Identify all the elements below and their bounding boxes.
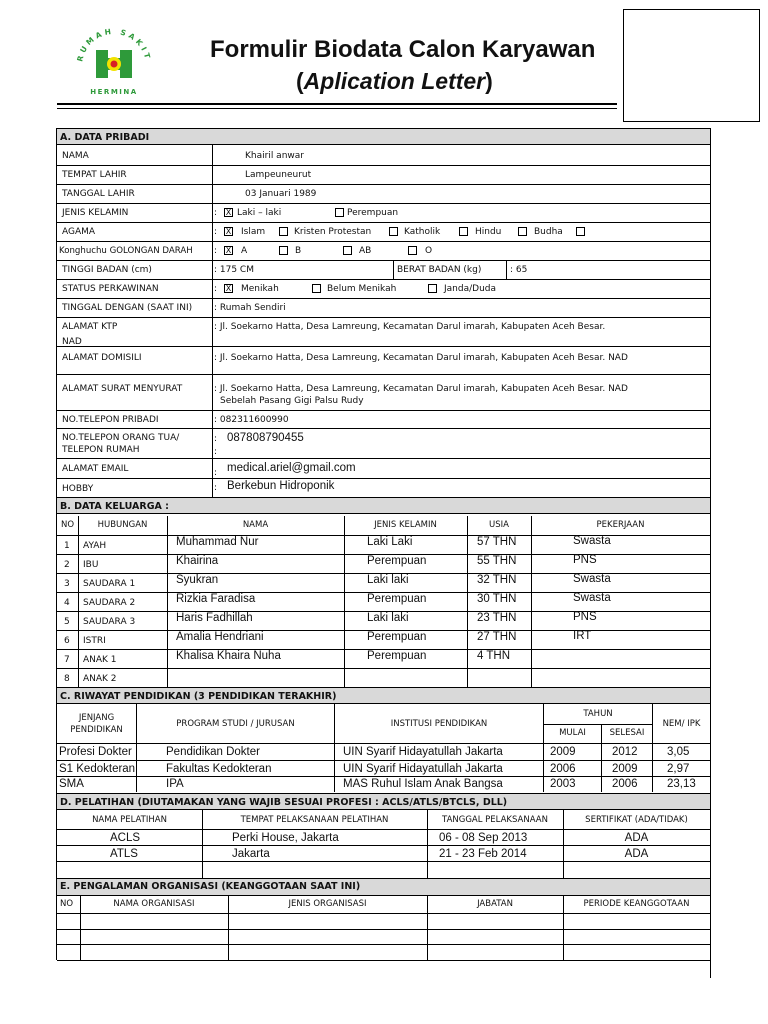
jenis-kelamin-header: JENIS KELAMIN xyxy=(374,520,437,530)
tanggal-lahir-value[interactable]: 03 Januari 1989 xyxy=(245,189,317,199)
email-value[interactable]: medical.ariel@gmail.com xyxy=(227,462,356,474)
colon: : xyxy=(214,208,218,218)
grid-line xyxy=(467,516,468,687)
email-label: ALAMAT EMAIL xyxy=(62,464,129,474)
edu-mulai[interactable]: 2006 xyxy=(550,763,576,775)
tanggal-pelatihan-header: TANGGAL PELAKSANAAN xyxy=(442,815,548,825)
gol-b-checkbox[interactable] xyxy=(279,246,288,255)
katholik-checkbox[interactable] xyxy=(389,227,398,236)
grid-line xyxy=(57,260,710,261)
tinggi-badan-label: TINGGI BADAN (cm) xyxy=(62,265,152,275)
row-usia[interactable]: 4 THN xyxy=(477,650,511,662)
gol-a-checkbox[interactable]: X xyxy=(225,246,232,255)
menikah-checkbox[interactable]: X xyxy=(225,284,232,293)
hindu-checkbox[interactable] xyxy=(459,227,468,236)
telepon-value[interactable]: : 082311600990 xyxy=(214,415,289,425)
edu-nem[interactable]: 23,13 xyxy=(667,778,696,790)
grid-line xyxy=(57,845,710,846)
logo-arc-text: RUMAH SAKIT xyxy=(75,26,153,63)
edu-selesai[interactable]: 2012 xyxy=(612,746,638,758)
row-nama[interactable]: Haris Fadhillah xyxy=(176,612,253,624)
colon: : xyxy=(214,483,218,493)
colon: : xyxy=(214,468,218,478)
grid-line xyxy=(57,410,710,411)
edu-nem[interactable]: 2,97 xyxy=(667,763,690,775)
row-hubungan: ANAK 2 xyxy=(83,674,117,684)
telepon-ortu-label: NO.TELEPON ORANG TUA/ xyxy=(62,433,180,443)
grid-line xyxy=(57,960,710,961)
status-option: Janda/Duda xyxy=(444,284,496,294)
konghuchu-checkbox[interactable] xyxy=(576,227,585,236)
training-nama[interactable]: ATLS xyxy=(110,848,138,860)
hobby-value[interactable]: Berkebun Hidroponik xyxy=(227,480,335,492)
grid-line xyxy=(334,704,335,792)
alamat-ktp-value[interactable]: : Jl. Soekarno Hatta, Desa Lamreung, Kecamatan Darul imarah, Kabupaten Aceh Besar. xyxy=(214,322,606,332)
row-jenis-kelamin[interactable]: Laki Laki xyxy=(367,536,413,548)
row-hubungan: IBU xyxy=(83,560,99,570)
grid-line xyxy=(57,203,710,204)
selesai-header: SELESAI xyxy=(609,728,645,738)
tempat-lahir-label: TEMPAT LAHIR xyxy=(62,170,127,180)
logo-bottom-text: HERMINA xyxy=(90,88,138,96)
photo-box xyxy=(623,9,760,122)
grid-line xyxy=(57,478,710,479)
alamat-ktp-label-cont: NAD xyxy=(62,337,82,347)
kristen-checkbox[interactable] xyxy=(279,227,288,236)
grid-line xyxy=(57,829,710,830)
row-usia[interactable]: 23 THN xyxy=(477,612,517,624)
laki-laki-checkbox[interactable]: X xyxy=(225,208,232,217)
training-tanggal[interactable]: 21 - 23 Feb 2014 xyxy=(439,848,527,860)
islam-checkbox[interactable]: X xyxy=(225,227,232,236)
section-a-heading: A. DATA PRIBADI xyxy=(57,128,710,145)
perempuan-option: Perempuan xyxy=(347,208,399,218)
grid-line xyxy=(543,724,652,725)
gol-option: B xyxy=(295,246,302,256)
row-no: 6 xyxy=(64,636,70,646)
form-right-border xyxy=(710,128,711,978)
no-header: NO xyxy=(60,520,75,530)
gol-ab-checkbox[interactable] xyxy=(343,246,352,255)
nama-value[interactable]: Khairil anwar xyxy=(245,151,304,161)
row-no: 1 xyxy=(64,541,70,551)
section-d-heading: D. PELATIHAN (DIUTAMAKAN YANG WAJIB SESUAI PROFESI : ACLS/ATLS/BTCLS, DLL) xyxy=(57,793,710,810)
alamat-domisili-value[interactable]: : Jl. Soekarno Hatta, Desa Lamreung, Kecamatan Darul imarah, Kabupaten Aceh Besar. NAD xyxy=(214,353,628,363)
tempat-pelatihan-header: TEMPAT PELAKSANAAN PELATIHAN xyxy=(240,815,389,825)
budha-checkbox[interactable] xyxy=(518,227,527,236)
grid-line xyxy=(78,516,79,687)
grid-line xyxy=(57,184,710,185)
colon: : xyxy=(214,434,218,444)
grid-line xyxy=(531,516,532,687)
status-label: STATUS PERKAWINAN xyxy=(62,284,159,294)
training-tanggal[interactable]: 06 - 08 Sep 2013 xyxy=(439,832,528,844)
row-no: 8 xyxy=(64,674,70,684)
row-no: 3 xyxy=(64,579,70,589)
prodi-header: PROGRAM STUDI / JURUSAN xyxy=(176,719,295,729)
edu-nem[interactable]: 3,05 xyxy=(667,746,690,758)
telepon-ortu-value[interactable]: 087808790455 xyxy=(227,432,304,444)
row-jenis-kelamin[interactable]: Laki laki xyxy=(367,612,409,624)
hospital-logo xyxy=(68,22,158,102)
grid-line xyxy=(652,704,653,792)
row-usia[interactable]: 27 THN xyxy=(477,631,517,643)
row-jenis-kelamin[interactable]: Perempuan xyxy=(367,555,427,567)
row-usia[interactable]: 32 THN xyxy=(477,574,517,586)
grid-line xyxy=(57,913,710,914)
grid-line xyxy=(57,944,710,945)
row-usia[interactable]: 57 THN xyxy=(477,536,517,548)
janda-duda-checkbox[interactable] xyxy=(428,284,437,293)
perempuan-checkbox[interactable] xyxy=(335,208,344,217)
row-pekerjaan[interactable]: PNS xyxy=(573,611,597,623)
institusi-header: INSTITUSI PENDIDIKAN xyxy=(390,719,488,729)
grid-line xyxy=(57,428,710,429)
colon: : xyxy=(214,284,218,294)
alamat-surat-value[interactable]: : Jl. Soekarno Hatta, Desa Lamreung, Kecamatan Darul imarah, Kabupaten Aceh Besar. NAD xyxy=(214,384,628,394)
row-pekerjaan[interactable]: PNS xyxy=(573,554,597,566)
nama-label: NAMA xyxy=(62,151,89,161)
edu-prodi[interactable]: Fakultas Kedokteran xyxy=(166,763,272,775)
tinggi-badan-value[interactable]: : 175 CM xyxy=(214,265,254,275)
row-no: 4 xyxy=(64,598,70,608)
grid-line xyxy=(167,516,168,687)
row-nama[interactable]: Amalia Hendriani xyxy=(176,631,264,643)
agama-label: AGAMA xyxy=(62,227,96,237)
row-usia[interactable]: 55 THN xyxy=(477,555,517,567)
laki-laki-option: Laki – laki xyxy=(237,208,282,218)
gol-option: AB xyxy=(359,246,372,256)
nama-pelatihan-header: NAMA PELATIHAN xyxy=(92,815,167,825)
row-pekerjaan[interactable]: Swasta xyxy=(573,573,611,585)
form-subtitle: (Aplication Letter) xyxy=(296,68,493,94)
row-hubungan: SAUDARA 3 xyxy=(83,617,136,627)
row-hubungan: SAUDARA 2 xyxy=(83,598,136,608)
alamat-ktp-label: ALAMAT KTP xyxy=(62,322,118,332)
grid-line xyxy=(57,241,710,242)
grid-line xyxy=(57,668,710,669)
section-c-heading: C. RIWAYAT PENDIDIKAN (3 PENDIDIKAN TERAKHIR) xyxy=(57,687,710,704)
row-nama[interactable]: Khairina xyxy=(176,555,219,567)
grid-line xyxy=(57,895,710,896)
row-jenis-kelamin[interactable]: Perempuan xyxy=(367,631,427,643)
row-nama[interactable]: Syukran xyxy=(176,574,219,586)
usia-header: USIA xyxy=(489,520,509,530)
grid-line xyxy=(506,260,507,279)
gol-option: A xyxy=(241,246,248,256)
row-usia[interactable]: 30 THN xyxy=(477,593,517,605)
edu-mulai[interactable]: 2003 xyxy=(550,778,576,790)
grid-line xyxy=(57,317,710,318)
telepon-rumah-label: TELEPON RUMAH xyxy=(62,445,140,455)
edu-selesai[interactable]: 2009 xyxy=(612,763,638,775)
row-no: 2 xyxy=(64,560,70,570)
grid-line xyxy=(57,861,710,862)
tahun-header: TAHUN xyxy=(583,709,613,719)
grid-line xyxy=(57,743,710,744)
grid-line xyxy=(57,165,710,166)
telepon-label: NO.TELEPON PRIBADI xyxy=(62,415,159,425)
grid-line xyxy=(57,222,710,223)
pekerjaan-header: PEKERJAAN xyxy=(596,520,645,530)
edu-prodi[interactable]: IPA xyxy=(166,778,184,790)
edu-jenjang[interactable]: S1 Kedokteran xyxy=(59,763,136,775)
alamat-domisili-label: ALAMAT DOMISILI xyxy=(62,353,142,363)
colon: : xyxy=(214,447,218,457)
grid-line xyxy=(57,374,710,375)
tempat-lahir-value[interactable]: Lampeuneurut xyxy=(245,170,312,180)
training-sertifikat[interactable]: ADA xyxy=(624,832,649,844)
edu-institusi[interactable]: MAS Ruhul Islam Anak Bangsa xyxy=(343,778,503,790)
alamat-surat-value-cont[interactable]: Sebelah Pasang Gigi Palsu Rudy xyxy=(220,396,364,406)
gol-o-checkbox[interactable] xyxy=(408,246,417,255)
header-rule-thin xyxy=(57,108,617,109)
sertifikat-header: SERTIFIKAT (ADA/TIDAK) xyxy=(585,815,688,825)
belum-menikah-checkbox[interactable] xyxy=(312,284,321,293)
row-no: 7 xyxy=(64,655,70,665)
agama-option: Islam xyxy=(241,227,266,237)
row-nama[interactable]: Rizkia Faradisa xyxy=(176,593,256,605)
grid-line xyxy=(57,279,710,280)
tinggal-dengan-label: TINGGAL DENGAN (SAAT INI) xyxy=(62,303,193,313)
row-nama[interactable]: Muhammad Nur xyxy=(176,536,259,548)
colon: : xyxy=(214,227,218,237)
agama-option: Budha xyxy=(534,227,563,237)
grid-line xyxy=(57,458,710,459)
row-hubungan: SAUDARA 1 xyxy=(83,579,136,589)
header-rule xyxy=(57,103,617,105)
hobby-label: HOBBY xyxy=(62,484,94,494)
section-e-heading: E. PENGALAMAN ORGANISASI (KEANGGOTAAN SAAT INI) xyxy=(60,881,361,892)
berat-badan-value[interactable]: : 65 xyxy=(510,265,528,275)
agama-option: Kristen Protestan xyxy=(294,227,372,237)
hubungan-header: HUBUNGAN xyxy=(97,520,148,530)
training-tempat[interactable]: Jakarta xyxy=(232,848,270,860)
row-pekerjaan[interactable]: Swasta xyxy=(573,592,611,604)
edu-mulai[interactable]: 2009 xyxy=(550,746,576,758)
jenis-organisasi-header: JENIS ORGANISASI xyxy=(288,899,367,909)
status-option: Belum Menikah xyxy=(327,284,397,294)
grid-line xyxy=(393,260,394,279)
row-pekerjaan[interactable]: Swasta xyxy=(573,535,611,547)
row-jenis-kelamin[interactable]: Perempuan xyxy=(367,593,427,605)
periode-header: PERIODE KEANGGOTAAN xyxy=(583,899,690,909)
edu-jenjang[interactable]: Profesi Dokter xyxy=(59,746,132,758)
row-pekerjaan[interactable]: IRT xyxy=(573,630,592,642)
nama-header: NAMA xyxy=(242,520,269,530)
grid-line xyxy=(136,704,137,792)
grid-line xyxy=(57,929,710,930)
row-no: 5 xyxy=(64,617,70,627)
nem-header: NEM/ IPK xyxy=(662,719,701,729)
colon: : xyxy=(214,246,218,256)
row-jenis-kelamin[interactable]: Perempuan xyxy=(367,650,427,662)
training-sertifikat[interactable]: ADA xyxy=(624,848,649,860)
jabatan-header: JABATAN xyxy=(477,899,513,909)
training-nama[interactable]: ACLS xyxy=(110,832,141,844)
golongan-darah-label: Konghuchu GOLONGAN DARAH xyxy=(59,246,193,256)
row-nama[interactable]: Khalisa Khaira Nuha xyxy=(176,650,281,662)
grid-line xyxy=(57,760,710,761)
edu-institusi[interactable]: UIN Syarif Hidayatullah Jakarta xyxy=(343,746,503,758)
mulai-header: MULAI xyxy=(559,728,586,738)
edu-institusi[interactable]: UIN Syarif Hidayatullah Jakarta xyxy=(343,763,503,775)
row-hubungan: ANAK 1 xyxy=(83,655,117,665)
jenjang-header: JENJANG xyxy=(78,713,115,723)
grid-line xyxy=(57,298,710,299)
tanggal-lahir-label: TANGGAL LAHIR xyxy=(62,189,135,199)
row-hubungan: ISTRI xyxy=(83,636,106,646)
edu-jenjang[interactable]: SMA xyxy=(59,778,84,790)
edu-selesai[interactable]: 2006 xyxy=(612,778,638,790)
agama-option: Hindu xyxy=(475,227,502,237)
agama-option: Katholik xyxy=(404,227,441,237)
row-jenis-kelamin[interactable]: Laki laki xyxy=(367,574,409,586)
status-option: Menikah xyxy=(241,284,279,294)
grid-line xyxy=(212,145,213,497)
row-hubungan: AYAH xyxy=(83,541,107,551)
edu-prodi[interactable]: Pendidikan Dokter xyxy=(166,746,260,758)
gol-option: O xyxy=(425,246,433,256)
no-header: NO xyxy=(60,899,74,909)
berat-badan-label: BERAT BADAN (kg) xyxy=(397,265,482,275)
alamat-surat-label: ALAMAT SURAT MENYURAT xyxy=(62,384,183,394)
jenjang-header: PENDIDIKAN xyxy=(70,725,123,735)
form-title: Formulir Biodata Calon Karyawan xyxy=(210,36,596,63)
training-tempat[interactable]: Perki House, Jakarta xyxy=(232,832,339,844)
section-b-heading: B. DATA KELUARGA : xyxy=(57,497,710,514)
tinggal-dengan-value[interactable]: : Rumah Sendiri xyxy=(214,303,286,313)
nama-organisasi-header: NAMA ORGANISASI xyxy=(113,899,195,909)
grid-line xyxy=(57,346,710,347)
jenis-kelamin-label: JENIS KELAMIN xyxy=(62,208,129,218)
grid-line xyxy=(344,516,345,687)
